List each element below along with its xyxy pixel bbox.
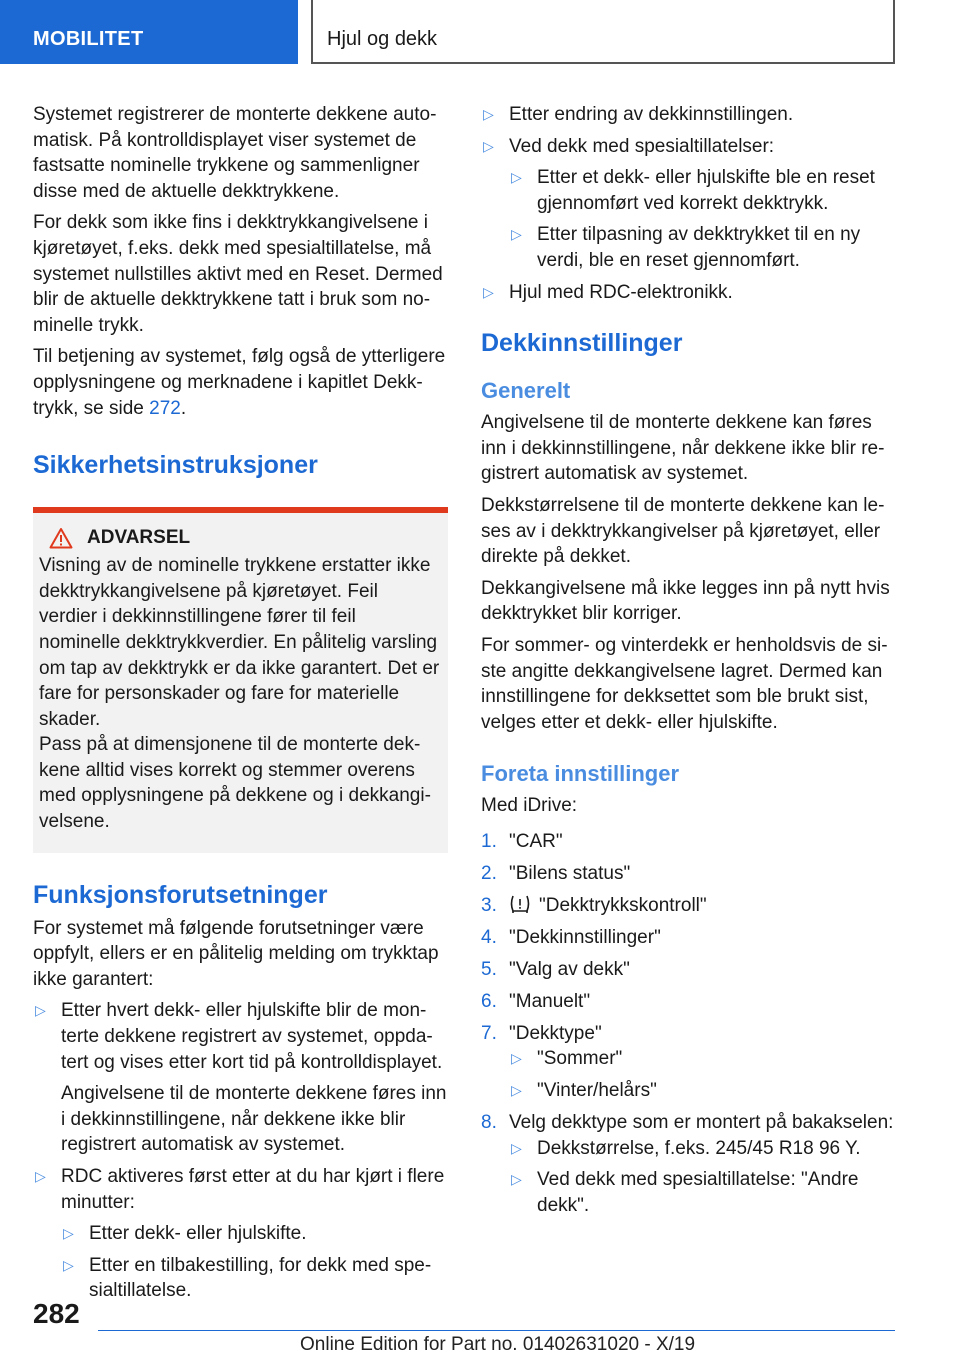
list-item-note: Angivelsene til de monterte dekkene føres inn i dekkinnstillingene, når dekkene ikke blir registrert automatisk av systemet. xyxy=(61,1083,447,1156)
step-text: "Bilens status" xyxy=(509,862,631,884)
general-paragraph-2: Dekkstørrelsene til de monterte dekkene kan leses av i dekktrykkangivelser på kjøretøyet, eller direkte på dekket. xyxy=(481,494,885,568)
step-item xyxy=(481,925,901,951)
step-item xyxy=(481,1110,901,1218)
sub-list-item-text: Etter tilpasning av dekktrykket til en ny verdi, ble en reset gjennomført. xyxy=(537,224,861,271)
sub-list-item xyxy=(509,222,901,273)
sub-list-item xyxy=(509,1167,901,1218)
page-number: 282 xyxy=(33,1298,80,1329)
make-settings-heading: Foreta innstillinger xyxy=(481,761,680,787)
triangle-bullet-icon: ▷ xyxy=(511,169,522,186)
reference-paragraph xyxy=(33,344,448,421)
triangle-bullet-icon: ▷ xyxy=(35,1168,46,1184)
step-text: "Dekkinnstillinger" xyxy=(509,926,661,948)
warning-text-1: Visning av de nominelle trykkene erstatter ikke dekktrykkangivelsene på kjøretøyet. Feil verdier i dekkinnstillingene fører til feil nominelle dekktrykkverdier. En pålitelig varsling om tap av dekktrykk er da ikke garantert. Det er fare for personskader og fare for materielle skader. xyxy=(39,555,440,730)
page-reference-link[interactable]: 272 xyxy=(149,397,181,419)
list-item-text: Etter hvert dekk- eller hjulskifte blir de monterte dekkene registrert av systemet, oppdatert og vises etter kort tid på kontrolldisplayet. xyxy=(61,1000,443,1073)
sub-list-item-text: "Sommer" xyxy=(537,1048,623,1070)
sub-list-item-text: "Vinter/helårs" xyxy=(537,1079,657,1101)
idrive-intro: Med iDrive: xyxy=(481,795,578,817)
triangle-bullet-icon: ▷ xyxy=(483,137,494,154)
step-text: "Manuelt" xyxy=(509,990,591,1012)
sub-list xyxy=(61,1221,448,1304)
reference-text: Til betjening av systemet, følg også de ytterligere opplysningene og merknadene i kapitlet Dekktrykk, se side xyxy=(33,346,446,419)
step-item xyxy=(481,1021,901,1104)
sub-list-item xyxy=(61,1221,448,1247)
step-item xyxy=(481,957,901,983)
sub-list-item-text: Ved dekk med spesialtillatelse: "Andre dekk". xyxy=(537,1169,859,1216)
general-paragraph-3: Dekkangivelsene må ikke legges inn på nytt hvis dekktrykket blir korriger. xyxy=(481,577,890,625)
list-item-text: Ved dekk med spesialtillatelser: xyxy=(509,135,775,157)
step-number: 7. xyxy=(481,1022,497,1044)
safety-heading: Sikkerhetsinstruksjoner xyxy=(33,451,318,480)
list-item-text: Hjul med RDC-elektronikk. xyxy=(509,281,733,303)
sub-list-item-text: Etter dekk- eller hjulskifte. xyxy=(89,1223,307,1245)
left-column xyxy=(33,102,448,1310)
section-tab xyxy=(0,0,298,64)
sub-list xyxy=(509,165,901,273)
sub-list-item-text: Etter en tilbakestilling, for dekk med spesialtillatelse. xyxy=(89,1254,432,1302)
step-item xyxy=(481,893,901,919)
sub-list-item xyxy=(509,165,901,216)
step-number: 2. xyxy=(481,862,497,884)
edition-footer: Online Edition for Part no. 01402631020 - X/19 xyxy=(300,1334,696,1355)
triangle-bullet-icon: ▷ xyxy=(63,1225,74,1242)
list-item-text: RDC aktiveres først etter at du har kjørt i flere minutter: xyxy=(61,1166,445,1213)
reference-end: . xyxy=(180,397,187,419)
triangle-bullet-icon: ▷ xyxy=(511,1171,522,1188)
sub-list-item-text: Etter endring av dekkinnstillingen. xyxy=(509,104,794,125)
intro-paragraph-2: For dekk som ikke fins i dekktrykkangivelsene i kjøretøyet, f.eks. dekk med spesialtillatelse, må systemet nullstilles aktivt med en Reset. Dermed blir de aktuelle dekktrykkene tatt i bruk som nominelle trykk. xyxy=(33,212,443,336)
triangle-bullet-icon: ▷ xyxy=(483,106,494,122)
step-item xyxy=(481,989,901,1015)
step-item xyxy=(481,861,901,887)
step-number: 8. xyxy=(481,1111,497,1133)
step-number: 3. xyxy=(481,894,497,916)
sub-list-item xyxy=(509,1046,901,1072)
step-number: 6. xyxy=(481,990,497,1012)
step-text: "CAR" xyxy=(509,830,563,852)
warning-text-2: Pass på at dimensjonene til de monterte dekkene alltid vises korrekt og stemmer overens med opplysningene på dekkene og i dekkangivelsene. xyxy=(39,734,431,833)
step-text: "Dekktype" xyxy=(509,1022,602,1044)
section-label: MOBILITET xyxy=(33,28,144,50)
triangle-bullet-icon: ▷ xyxy=(35,1002,46,1019)
triangle-bullet-icon: ▷ xyxy=(511,1081,522,1098)
sub-list xyxy=(509,1046,901,1103)
sub-list-item xyxy=(481,102,901,128)
step-text: "Valg av dekk" xyxy=(509,958,630,980)
chapter-title: Hjul og dekk xyxy=(327,28,438,50)
list-item xyxy=(481,102,901,128)
requirements-list xyxy=(33,998,448,1304)
warning-title: ADVARSEL xyxy=(87,527,191,549)
sub-list xyxy=(509,1136,901,1219)
list-item xyxy=(33,998,448,1158)
chapter-header xyxy=(311,0,895,64)
warning-title-row xyxy=(39,527,440,549)
step-text: "Dekktrykkskontroll" xyxy=(539,894,707,916)
function-requirements-heading: Funksjonsforutsetninger xyxy=(33,880,328,909)
step-number: 1. xyxy=(481,830,497,852)
list-item xyxy=(33,1164,448,1304)
list-item xyxy=(481,134,901,274)
right-column xyxy=(481,102,901,1225)
tire-pressure-icon xyxy=(509,894,531,914)
triangle-bullet-icon: ▷ xyxy=(483,283,494,300)
list-item xyxy=(481,280,901,306)
footer-divider xyxy=(98,1330,895,1331)
warning-triangle-icon xyxy=(49,527,73,549)
general-heading: Generelt xyxy=(481,378,571,404)
tire-settings-heading: Dekkinnstillinger xyxy=(481,329,683,358)
triangle-bullet-icon: ▷ xyxy=(511,226,522,243)
sub-list-item xyxy=(509,1078,901,1104)
steps-list xyxy=(481,829,901,1218)
step-number: 4. xyxy=(481,926,497,948)
step-text: Velg dekktype som er montert på bakakselen: xyxy=(509,1111,894,1133)
triangle-bullet-icon: ▷ xyxy=(511,1050,522,1067)
step-number: 5. xyxy=(481,958,497,980)
sub-list-item xyxy=(509,1136,901,1162)
warning-box xyxy=(33,507,448,853)
intro-paragraph-1: Systemet registrerer de monterte dekkene automatisk. På kontrolldisplayet viser systemet de fastsatte nominelle trykkene og sammenligner disse med de aktuelle dekktrykkene. xyxy=(33,104,437,202)
sub-list-item-text: Etter et dekk- eller hjulskifte ble en reset gjennomført ved korrekt dekktrykk. xyxy=(537,167,875,214)
sub-list-item xyxy=(61,1253,448,1304)
step-item xyxy=(481,829,901,855)
general-paragraph-1: Angivelsene til de monterte dekkene kan føres inn i dekkinnstillingene, når dekkene ikke blir registrert automatisk av systemet. xyxy=(481,412,885,485)
sub-list xyxy=(481,102,901,128)
triangle-bullet-icon: ▷ xyxy=(511,1139,522,1156)
general-paragraph-4: For sommer- og vinterdekk er henholdsvis de siste angitte dekkangivelsene lagret. Dermed kan innstillingene for dekksettet som ble brukt sist, velges etter et dekk- eller hjulskifte. xyxy=(481,634,888,733)
sub-list-item-text: Dekkstørrelse, f.eks. 245/45 R18 96 Y. xyxy=(537,1137,861,1159)
function-intro: For systemet må følgende forutsetninger være oppfylt, ellers er en pålitelig melding om trykktap ikke garantert: xyxy=(33,917,439,990)
triangle-bullet-icon: ▷ xyxy=(63,1256,74,1273)
continued-list xyxy=(481,102,901,305)
